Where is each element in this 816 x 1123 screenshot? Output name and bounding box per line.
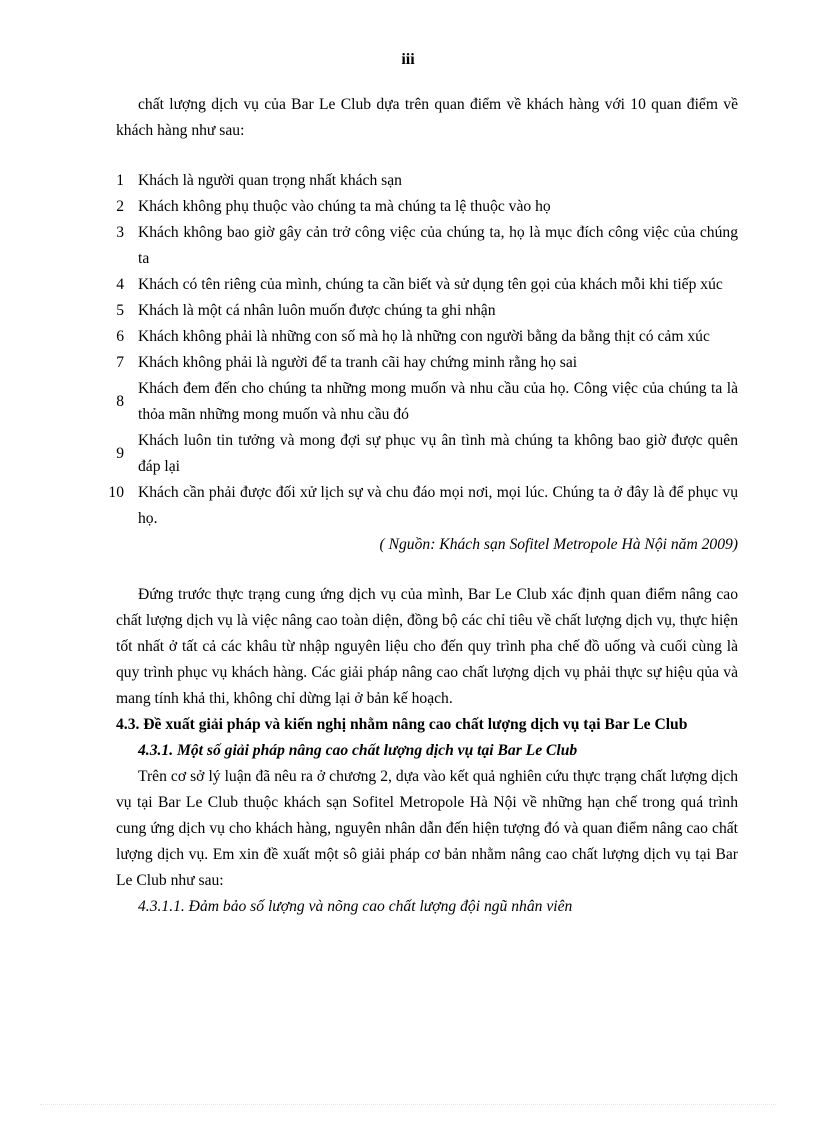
list-item-number: 7 bbox=[116, 354, 124, 371]
list-item-number: 2 bbox=[116, 198, 124, 215]
body-paragraph: Trên cơ sở lý luận đã nêu ra ở chương 2, dựa vào kết quả nghiên cứu thực trạng chất lượng dịch vụ tại Bar Le Club thuộc khách sạn Sofitel Metropole Hà Nội về những hạn chế trong quá trình cung ứng dịch vụ cho khách hàng, nguyên nhân dẫn đến hiện tượng đó và quan điểm nâng cao chất lượng dịch vụ. Em xin đề xuất một sô giải pháp cơ bản nhằm nâng cao chất lượng dịch vụ tại Bar Le Club như sau: bbox=[116, 768, 738, 889]
page-content bbox=[108, 92, 738, 920]
list-item-text: Khách không phải là những con số mà họ là những con người bằng da bằng thịt có cảm xúc bbox=[138, 328, 710, 345]
spacer bbox=[116, 558, 738, 582]
list-item-number: 8 bbox=[116, 393, 124, 410]
list-item-text: Khách là một cá nhân luôn muốn được chúng ta ghi nhận bbox=[138, 302, 496, 319]
list-item bbox=[116, 350, 738, 376]
list-item-number: 4 bbox=[116, 276, 124, 293]
list-item-text: Khách không bao giờ gây cản trở công việc của chúng ta, họ là mục đích công việc của chúng ta bbox=[138, 224, 738, 267]
list-item-text: Khách cần phải được đối xử lịch sự và chu đáo mọi nơi, mọi lúc. Chúng ta ở đây là để phục vụ họ. bbox=[138, 484, 738, 527]
list-item bbox=[116, 220, 738, 272]
spacer bbox=[116, 144, 738, 168]
list-item-number: 1 bbox=[116, 172, 124, 189]
section-heading: 4.3. Đề xuất giải pháp và kiến nghị nhằm nâng cao chất lượng dịch vụ tại Bar Le Club bbox=[116, 716, 688, 733]
list-item-number: 10 bbox=[108, 484, 124, 501]
intro-paragraph: chất lượng dịch vụ của Bar Le Club dựa trên quan điểm về khách hàng với 10 quan điểm về khách hàng như sau: bbox=[116, 96, 738, 139]
list-item-number: 5 bbox=[116, 302, 124, 319]
list-item bbox=[116, 298, 738, 324]
source-note: ( Nguồn: Khách sạn Sofitel Metropole Hà Nội năm 2009) bbox=[379, 536, 738, 553]
list-item-text: Khách là người quan trọng nhất khách sạn bbox=[138, 172, 402, 189]
subsection-heading: 4.3.1. Một số giải pháp nâng cao chất lượng dịch vụ tại Bar Le Club bbox=[138, 742, 578, 759]
list-item bbox=[116, 324, 738, 350]
list-item bbox=[116, 194, 738, 220]
list-item-number: 9 bbox=[116, 445, 124, 462]
customer-viewpoints-list bbox=[108, 168, 738, 532]
list-item-number: 3 bbox=[116, 224, 124, 241]
list-item bbox=[116, 376, 738, 428]
page-number: iii bbox=[401, 51, 415, 68]
footer-divider bbox=[40, 1104, 776, 1105]
list-item-text: Khách đem đến cho chúng ta những mong muốn và nhu cầu của họ. Công việc của chúng ta là thỏa mãn những mong muốn và nhu cầu đó bbox=[138, 380, 738, 423]
list-item bbox=[116, 272, 738, 298]
body-paragraph: Đứng trước thực trạng cung ứng dịch vụ của mình, Bar Le Club xác định quan điểm nâng cao chất lượng dịch vụ là việc nâng cao toàn diện, đồng bộ các chỉ tiêu về chất lượng dịch vụ, thực hiện tốt nhất ở tất cả các khâu từ nhập nguyên liệu cho đến quy trình pha chế đồ uống và cuối cùng là quy trình phục vụ khách hàng. Các giải pháp nâng cao chất lượng dịch vụ phải thực sự hiệu qủa và mang tính khả thi, không chỉ dừng lại ở bản kế hoạch. bbox=[116, 586, 738, 707]
list-item-number: 6 bbox=[116, 328, 124, 345]
list-item bbox=[108, 480, 738, 532]
list-item-text: Khách có tên riêng của mình, chúng ta cần biết và sử dụng tên gọi của khách mỗi khi tiếp xúc bbox=[138, 276, 723, 293]
list-item-text: Khách không phụ thuộc vào chúng ta mà chúng ta lệ thuộc vào họ bbox=[138, 198, 551, 215]
list-item-text: Khách không phải là người để ta tranh cãi hay chứng minh rằng họ sai bbox=[138, 354, 578, 371]
list-item-text: Khách luôn tin tưởng và mong đợi sự phục vụ ân tình mà chúng ta không bao giờ được quên đáp lại bbox=[138, 432, 738, 475]
list-item bbox=[116, 168, 738, 194]
list-item bbox=[116, 428, 738, 480]
subsubsection-heading: 4.3.1.1. Đảm bảo số lượng và nõng cao chất lượng đội ngũ nhân viên bbox=[138, 898, 573, 915]
